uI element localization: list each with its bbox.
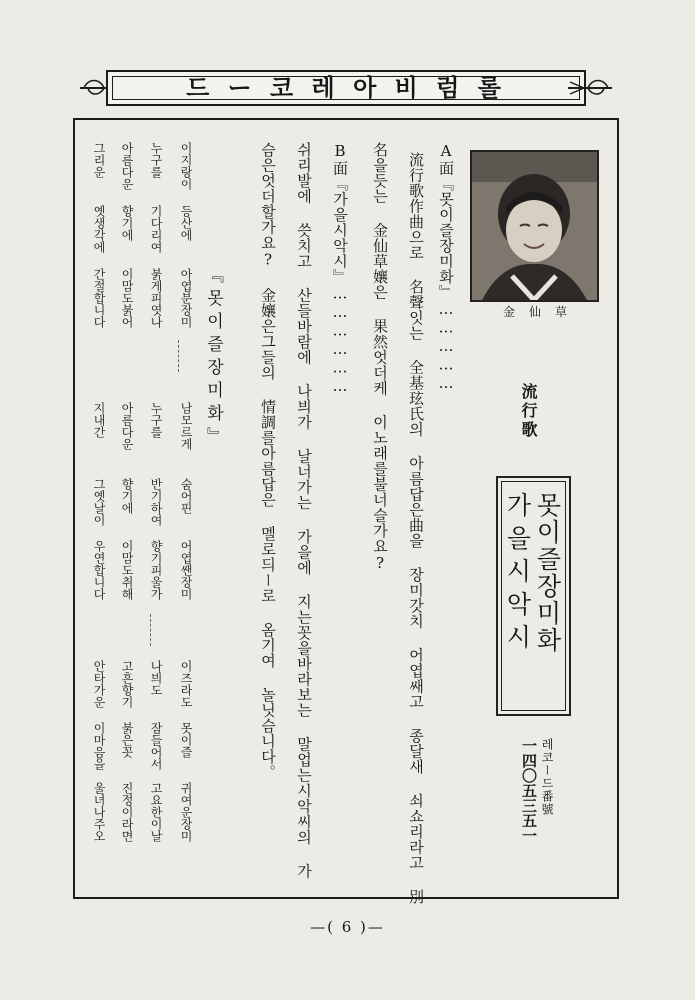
portrait-image	[472, 152, 597, 300]
lyric-6b: 반기하여	[149, 478, 163, 526]
lyric-9a: 이즈라도	[179, 660, 193, 708]
lyric-7c: 이맘도취해	[120, 540, 134, 600]
title-a-side: 못이즐장미화	[533, 492, 562, 654]
lyric-10b: 잠들어서	[149, 722, 163, 770]
lyric-11b: 붉은꼿	[120, 722, 134, 758]
lyric-1a: 이지랑이	[179, 142, 193, 190]
lyric-8a: 지내간	[92, 402, 106, 438]
description-line-3: 名을듯는 金仙草孃은 果然엇더케 이노래를불너슬가요?	[371, 142, 389, 573]
lyric-9b: 못이즐	[179, 722, 193, 758]
description-line-4: B面『가을시악시』………………	[331, 142, 349, 396]
lyric-2a: 누구를	[149, 142, 163, 178]
lyric-10c: 고요한이날	[149, 782, 163, 842]
description-line-1: A面『못이즐장미화』……………	[437, 142, 455, 393]
portrait-photo	[470, 150, 599, 302]
record-number: 一四〇五三五一	[520, 738, 538, 843]
lyric-2c: 붉게피엿나	[149, 268, 163, 328]
lyric-1c: 아엽분장미	[179, 268, 193, 328]
lyric-6a: 누구를	[149, 402, 163, 438]
lyric-8c: 우연합니다	[92, 540, 106, 600]
lyric-12c: 울녀나주오	[92, 782, 106, 842]
lyrics-divider-1	[178, 340, 180, 372]
lyrics-title: 『못이즐장미화』	[203, 266, 223, 450]
lyric-10a: 나븨도	[149, 660, 163, 696]
lyric-9c: 귀여운장미	[179, 782, 193, 842]
lyric-4a: 그리운	[92, 142, 106, 178]
lyric-1b: 등산에	[179, 205, 193, 241]
lyric-8b: 그옛날이	[92, 478, 106, 526]
photo-caption: 金仙草	[503, 305, 582, 319]
lyric-3c: 이맘도붉어	[120, 268, 134, 328]
lyric-7a: 아름다운	[120, 402, 134, 450]
header-banner	[78, 68, 614, 108]
header-title: 드 ー 코 레 아 비 럼 롤	[186, 74, 506, 102]
lyric-6c: 향기피울가	[149, 540, 163, 600]
lyric-3b: 향기에	[120, 205, 134, 241]
lyric-2b: 기다리여	[149, 205, 163, 253]
description-line-5: 쉬리발에 씃치고 산들바람에 나븨가 날너가는 가을에 지는꼿을바라보는 말업는시악씨의 가	[295, 142, 313, 879]
description-line-2: 流行歌作曲으로 名聲잇는 全基玹氏의 아름답은曲을 장미갓치 어엽쌔고 종달새 쇠쇼리라고 別	[407, 152, 425, 905]
record-number-label: 레코ー드番號	[540, 738, 554, 816]
right-scroll-ornament-icon	[566, 76, 614, 100]
lyric-11a: 고흔향기	[120, 660, 134, 708]
lyric-7b: 향기에	[120, 478, 134, 514]
lyric-5a: 남모르게	[179, 402, 193, 450]
lyric-5b: 숨어핀	[179, 478, 193, 514]
lyric-11c: 진정이라면	[120, 782, 134, 842]
lyrics-divider-2	[150, 614, 152, 646]
lyric-12b: 이마음을	[92, 722, 106, 770]
lyric-4c: 간절합니다	[92, 268, 106, 328]
genre-label: 流行歌	[519, 383, 538, 440]
lyric-4b: 옛생각에	[92, 205, 106, 253]
lyric-5c: 어엽쌘장미	[179, 540, 193, 600]
page-number: —( 6 )—	[310, 918, 385, 936]
lyric-12a: 안타가운	[92, 660, 106, 708]
description-line-6: 슴은엇더할가요? 金孃은그들의 情調를아름답은 멜로듸ー로 옴기여 놀닛슴니다。	[259, 142, 277, 780]
lyric-3a: 아름다운	[120, 142, 134, 190]
title-b-side: 가을시악시	[503, 492, 532, 657]
